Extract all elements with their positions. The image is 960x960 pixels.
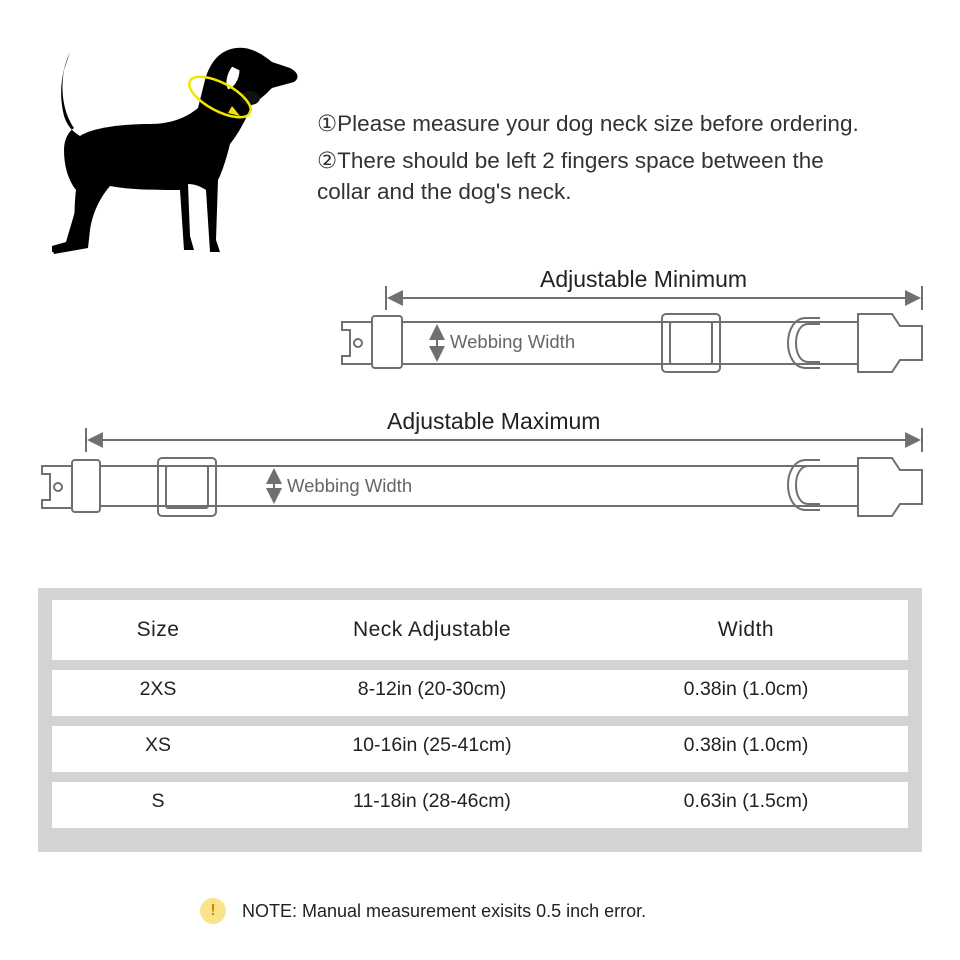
collar-diagram-drawing xyxy=(0,260,960,530)
warning-icon: ! xyxy=(200,898,226,924)
header-width: Width xyxy=(717,618,775,641)
instruction-line-1: ①Please measure your dog neck size before ordering. xyxy=(317,111,859,136)
cell-size: S xyxy=(151,790,165,812)
instruction-line-2-continued: collar and the dog's neck. xyxy=(317,179,572,204)
cell-size: XS xyxy=(144,734,172,756)
cell-size: 2XS xyxy=(139,678,177,700)
header-size: Size xyxy=(136,618,180,641)
table-row xyxy=(52,726,908,772)
instruction-line-2: ②There should be left 2 fingers space between the xyxy=(317,148,824,173)
adjustable-minimum-label: Adjustable Minimum xyxy=(540,266,748,292)
cell-width: 0.38in (1.0cm) xyxy=(683,678,809,700)
table-row xyxy=(52,782,908,828)
instructions xyxy=(317,108,937,207)
cell-neck: 10-16in (25-41cm) xyxy=(352,734,512,756)
table-header-row xyxy=(52,600,908,660)
cell-neck: 8-12in (20-30cm) xyxy=(357,678,507,700)
collar-diagram xyxy=(0,260,960,530)
measurement-note xyxy=(200,896,646,926)
note-text: NOTE: Manual measurement exisits 0.5 inch error. xyxy=(242,900,647,921)
table-row xyxy=(52,670,908,716)
cell-width: 0.63in (1.5cm) xyxy=(683,790,809,812)
dog-silhouette-icon xyxy=(40,40,310,265)
header-neck-adjustable: Neck Adjustable xyxy=(352,618,512,641)
cell-width: 0.38in (1.0cm) xyxy=(683,734,809,756)
adjustable-maximum-label: Adjustable Maximum xyxy=(387,408,601,434)
size-table xyxy=(38,588,922,852)
cell-neck: 11-18in (28-46cm) xyxy=(353,790,511,812)
webbing-width-label-min: Webbing Width xyxy=(450,331,576,352)
webbing-width-label-max: Webbing Width xyxy=(287,475,413,496)
